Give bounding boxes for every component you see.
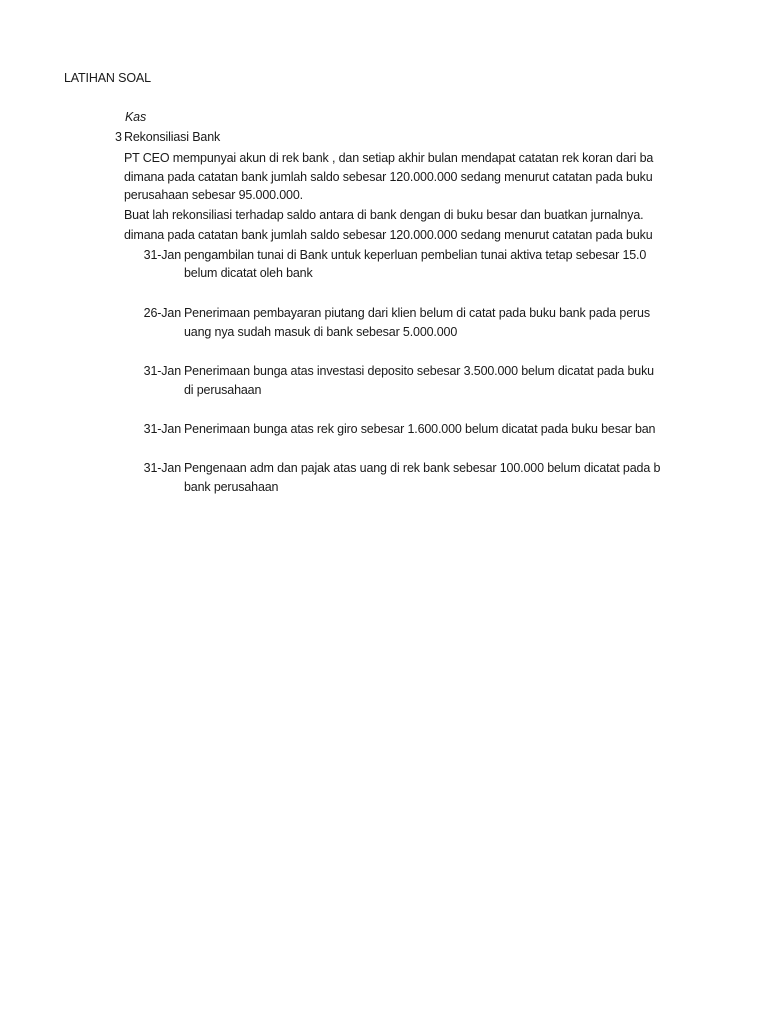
- item-date: 31-Jan: [143, 364, 181, 378]
- subject-label: Kas: [125, 110, 147, 124]
- paragraph-line: PT CEO mempunyai akun di rek bank , dan setiap akhir bulan mendapat catatan rek koran dari ba: [124, 151, 654, 165]
- item-text: Penerimaan bunga atas investasi deposito sebesar 3.500.000 belum dicatat pada buku: [184, 364, 654, 378]
- item-date: 31-Jan: [143, 461, 181, 475]
- item-date: 31-Jan: [143, 422, 181, 436]
- item-date: 31-Jan: [143, 248, 181, 262]
- paragraph-line: perusahaan sebesar 95.000.000.: [124, 188, 303, 202]
- document-title: LATIHAN SOAL: [64, 71, 151, 85]
- item-text: Penerimaan bunga atas rek giro sebesar 1.600.000 belum dicatat pada buku besar ban: [184, 422, 656, 436]
- item-date: 26-Jan: [143, 306, 181, 320]
- item-continuation: di perusahaan: [184, 383, 262, 397]
- section-number: 3: [115, 130, 122, 144]
- item-text: pengambilan tunai di Bank untuk keperluan pembelian tunai aktiva tetap sebesar 15.0: [184, 248, 647, 262]
- section-heading: Rekonsiliasi Bank: [124, 130, 221, 144]
- item-continuation: bank perusahaan: [184, 480, 279, 494]
- item-text: Penerimaan pembayaran piutang dari klien belum di catat pada buku bank pada perus: [184, 306, 650, 320]
- item-continuation: belum dicatat oleh bank: [184, 266, 313, 280]
- paragraph-line: dimana pada catatan bank jumlah saldo sebesar 120.000.000 sedang menurut catatan pada buku: [124, 170, 653, 184]
- paragraph-line: dimana pada catatan bank jumlah saldo sebesar 120.000.000 sedang menurut catatan pada buku: [124, 228, 653, 242]
- item-text: Pengenaan adm dan pajak atas uang di rek bank sebesar 100.000 belum dicatat pada b: [184, 461, 661, 475]
- item-continuation: uang nya sudah masuk di bank sebesar 5.000.000: [184, 325, 458, 339]
- paragraph-line: Buat lah rekonsiliasi terhadap saldo antara di bank dengan di buku besar dan buatkan jurnalnya.: [124, 208, 644, 222]
